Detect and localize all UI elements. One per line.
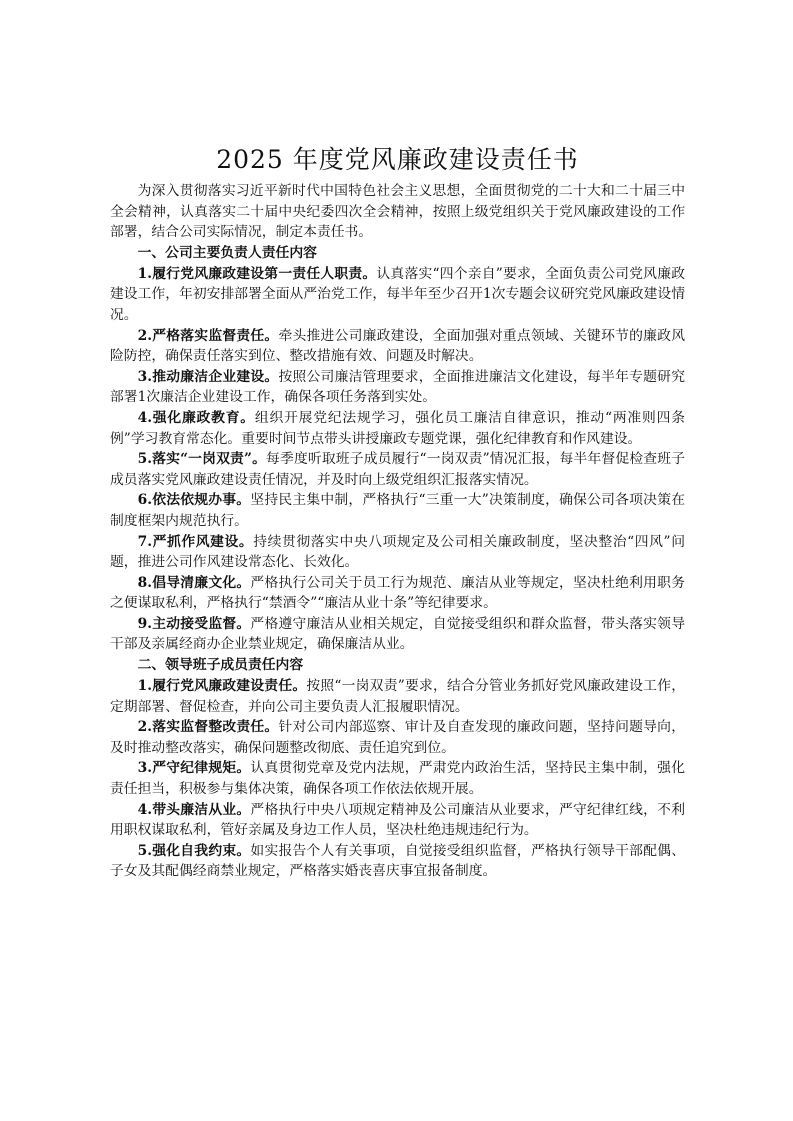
item-heading: 8.倡导清廉文化。 xyxy=(137,574,251,591)
item-heading: 5.落实“一岗双责”。 xyxy=(137,451,267,468)
list-item xyxy=(110,676,685,717)
list-item xyxy=(110,758,685,799)
item-heading: 1.履行党风廉政建设责任。 xyxy=(137,678,307,695)
section-principal-responsibilities xyxy=(110,243,685,655)
item-heading: 2.严格落实监督责任。 xyxy=(137,327,279,344)
item-heading: 5.强化自我约束。 xyxy=(137,842,251,859)
item-heading: 1.履行党风廉政建设第一责任人职责。 xyxy=(137,265,377,282)
intro-paragraph: 为深入贯彻落实习近平新时代中国特色社会主义思想，全面贯彻党的二十大和二十届三中全会精神，认真落实二十届中央纪委四次全会精神，按照上级党组织关于党风廉政建设的工作部署，结合公司实际情况，制定本责任书。 xyxy=(110,183,685,241)
item-body: 认真贯彻党章及党内法规，严肃党内政治生活，坚持民主集中制，强化责任担当，积极参与集体决策，确保各项工作依法依规开展。 xyxy=(110,760,686,798)
item-heading: 7.严抓作风建设。 xyxy=(137,533,254,550)
item-body: 组织开展党纪法规学习，强化员工廉洁自律意识，推动“两准则四条例”学习教育常态化。重要时间节点带头讲授廉政专题党课，强化纪律教育和作风建设。 xyxy=(110,409,685,447)
item-body: 每季度听取班子成员履行“一岗双责”情况汇报，每半年督促检查班子成员落实党风廉政建设责任情况，并及时向上级党组织汇报落实情况。 xyxy=(110,451,685,488)
list-item xyxy=(110,532,685,573)
item-body: 牵头推进公司廉政建设，全面加强对重点领域、关键环节的廉政风险防控，确保责任落实到位、整改措施有效、问题及时解决。 xyxy=(110,327,686,365)
item-heading: 2.落实监督整改责任。 xyxy=(137,719,279,736)
item-body: 严格遵守廉洁从业相关规定，自觉接受组织和群众监督，带头落实领导干部及亲属经商办企业禁业规定，确保廉洁从业。 xyxy=(110,615,686,653)
item-body: 按照公司廉洁管理要求，全面推进廉洁文化建设，每半年专题研究部署1次廉洁企业建设工作，确保各项任务落到实处。 xyxy=(110,368,686,406)
item-body: 严格执行公司关于员工行为规范、廉洁从业等规定，坚决杜绝利用职务之便谋取私利，严格执行“禁酒令”“廉洁从业十条”等纪律要求。 xyxy=(110,574,686,612)
item-body: 针对公司内部巡察、审计及自查发现的廉政问题，坚持问题导向，及时推动整改落实，确保问题整改彻底、责任追究到位。 xyxy=(110,719,686,756)
list-item xyxy=(110,614,685,655)
list-item xyxy=(110,408,685,449)
list-item xyxy=(110,841,685,882)
list-item xyxy=(110,326,685,367)
document-title: 2025 年度党风廉政建设责任书 xyxy=(216,145,579,174)
list-item xyxy=(110,573,685,614)
list-item xyxy=(110,717,685,758)
section-heading: 一、公司主要负责人责任内容 xyxy=(137,244,317,261)
item-heading: 3.推动廉洁企业建设。 xyxy=(137,368,279,385)
item-body: 坚持民主集中制，严格执行“三重一大”决策制度，确保公司各项决策在制度框架内规范执行。 xyxy=(110,492,686,529)
item-heading: 9.主动接受监督。 xyxy=(137,615,251,632)
list-item xyxy=(110,490,685,531)
section-heading: 二、领导班子成员责任内容 xyxy=(137,657,304,674)
list-item xyxy=(110,367,685,408)
section-leadership-responsibilities xyxy=(110,655,685,882)
list-item xyxy=(110,449,685,490)
item-body: 持续贯彻落实中央八项规定及公司相关廉政制度，坚决整治“四风”问题，推进公司作风建设常态化、长效化。 xyxy=(110,533,685,571)
list-item xyxy=(110,800,685,841)
item-heading: 4.强化廉政教育。 xyxy=(137,409,255,426)
item-body: 如实报告个人有关事项，自觉接受组织监督，严格执行领导干部配偶、子女及其配偶经商禁业规定，严格落实婚丧喜庆事宜报备制度。 xyxy=(110,842,686,880)
item-body: 严格执行中央八项规定精神及公司廉洁从业要求，严守纪律红线，不利用职权谋取私利，管好亲属及身边工作人员，坚决杜绝违规违纪行为。 xyxy=(110,801,686,839)
item-heading: 3.严守纪律规矩。 xyxy=(137,760,251,777)
item-heading: 4.带头廉洁从业。 xyxy=(137,801,251,818)
document-page xyxy=(110,143,685,882)
list-item xyxy=(110,264,685,326)
item-body: 认真落实“四个亲自”要求，全面负责公司党风廉政建设工作，年初安排部署全面从严治党工作，每半年至少召开1次专题会议研究党风廉政建设情况。 xyxy=(110,265,686,323)
item-body: 按照“一岗双责”要求，结合分管业务抓好党风廉政建设工作，定期部署、督促检查，并向公司主要负责人汇报履职情况。 xyxy=(110,678,686,715)
item-heading: 6.依法依规办事。 xyxy=(137,492,251,509)
